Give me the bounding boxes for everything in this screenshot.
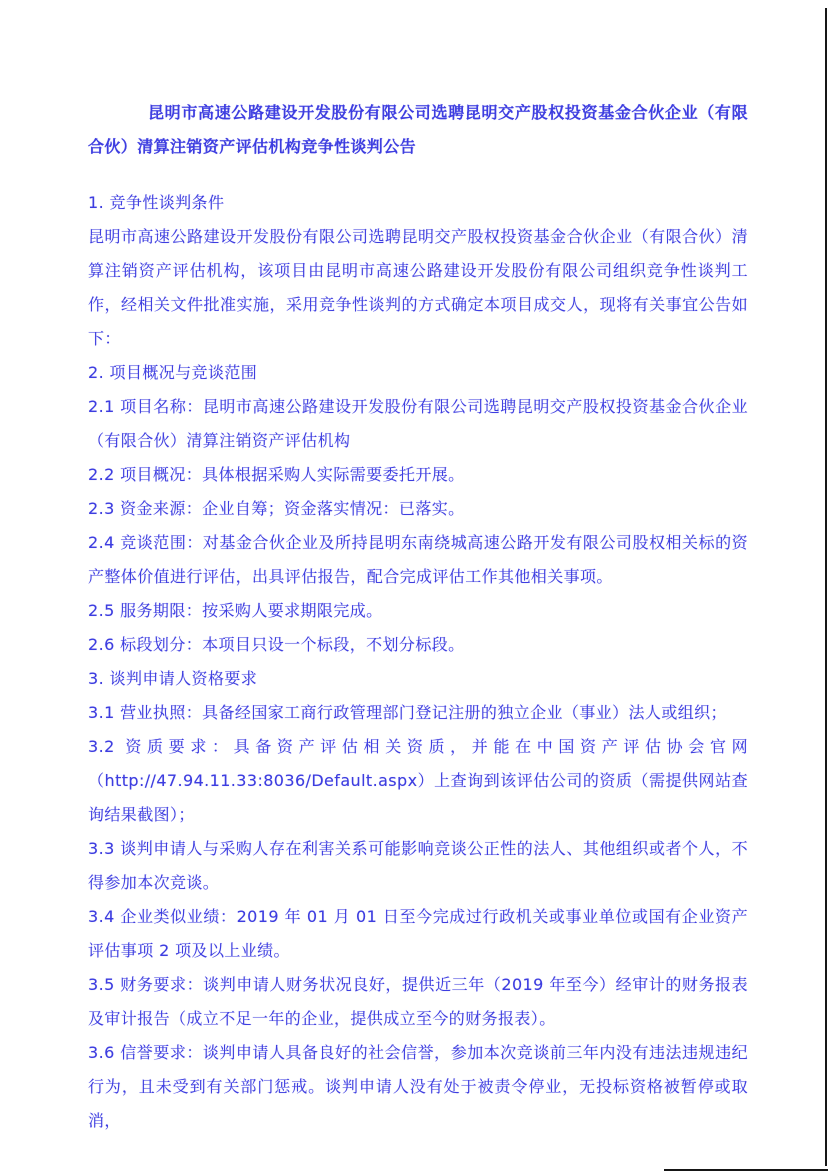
document-body xyxy=(88,96,748,1138)
paragraph: 2.3 资金来源：企业自筹；资金落实情况：已落实。 xyxy=(88,499,465,518)
paragraph: 3.2 资质要求：具备资产评估相关资质，并能在中国资产评估协会官网（http://47.94.11.33:8036/Default.aspx）上查询到该评估公司的资质（需提供网站查询结果截图）； xyxy=(88,737,748,824)
paragraph: 昆明市高速公路建设开发股份有限公司选聘昆明交产股权投资基金合伙企业（有限合伙）清算注销资产评估机构，该项目由昆明市高速公路建设开发股份有限公司组织竞争性谈判工作，经相关文件批准实施，采用竞争性谈判的方式确定本项目成交人，现将有关事宜公告如下： xyxy=(88,227,748,348)
paragraph: 3.3 谈判申请人与采购人存在利害关系可能影响竞谈公正性的法人、其他组织或者个人，不得参加本次竞谈。 xyxy=(88,839,748,892)
document-title: 昆明市高速公路建设开发股份有限公司选聘昆明交产股权投资基金合伙企业（有限合伙）清算注销资产评估机构竞争性谈判公告 xyxy=(88,103,748,156)
paragraph: 3.5 财务要求：谈判申请人财务状况良好，提供近三年（2019 年至今）经审计的财务报表及审计报告（成立不足一年的企业，提供成立至今的财务报表）。 xyxy=(88,975,748,1028)
paragraph: 2.5 服务期限：按采购人要求期限完成。 xyxy=(88,601,383,620)
paragraph: 2.6 标段划分：本项目只设一个标段，不划分标段。 xyxy=(88,635,465,654)
paragraph: 2.2 项目概况：具体根据采购人实际需要委托开展。 xyxy=(88,465,465,484)
paragraph: 2.4 竞谈范围：对基金合伙企业及所持昆明东南绕城高速公路开发有限公司股权相关标的资产整体价值进行评估，出具评估报告，配合完成评估工作其他相关事项。 xyxy=(88,533,748,586)
section-heading: 1. 竞争性谈判条件 xyxy=(88,193,225,212)
scan-page-right-edge-line xyxy=(825,8,827,1166)
paragraph: 3.6 信誉要求：谈判申请人具备良好的社会信誉，参加本次竞谈前三年内没有违法违规违纪行为，且未受到有关部门惩戒。谈判申请人没有处于被责令停业，无投标资格被暂停或取消， xyxy=(88,1043,748,1130)
scan-page-bottom-edge-line xyxy=(664,1169,828,1171)
paragraph: 3.4 企业类似业绩：2019 年 01 月 01 日至今完成过行政机关或事业单位或国有企业资产评估事项 2 项及以上业绩。 xyxy=(88,907,748,960)
section-heading: 3. 谈判申请人资格要求 xyxy=(88,669,258,688)
paragraph: 2.1 项目名称：昆明市高速公路建设开发股份有限公司选聘昆明交产股权投资基金合伙企业（有限合伙）清算注销资产评估机构 xyxy=(88,397,748,450)
document-sections xyxy=(88,186,748,1138)
section-heading: 2. 项目概况与竞谈范围 xyxy=(88,363,258,382)
paragraph: 3.1 营业执照：具备经国家工商行政管理部门登记注册的独立企业（事业）法人或组织； xyxy=(88,703,727,722)
